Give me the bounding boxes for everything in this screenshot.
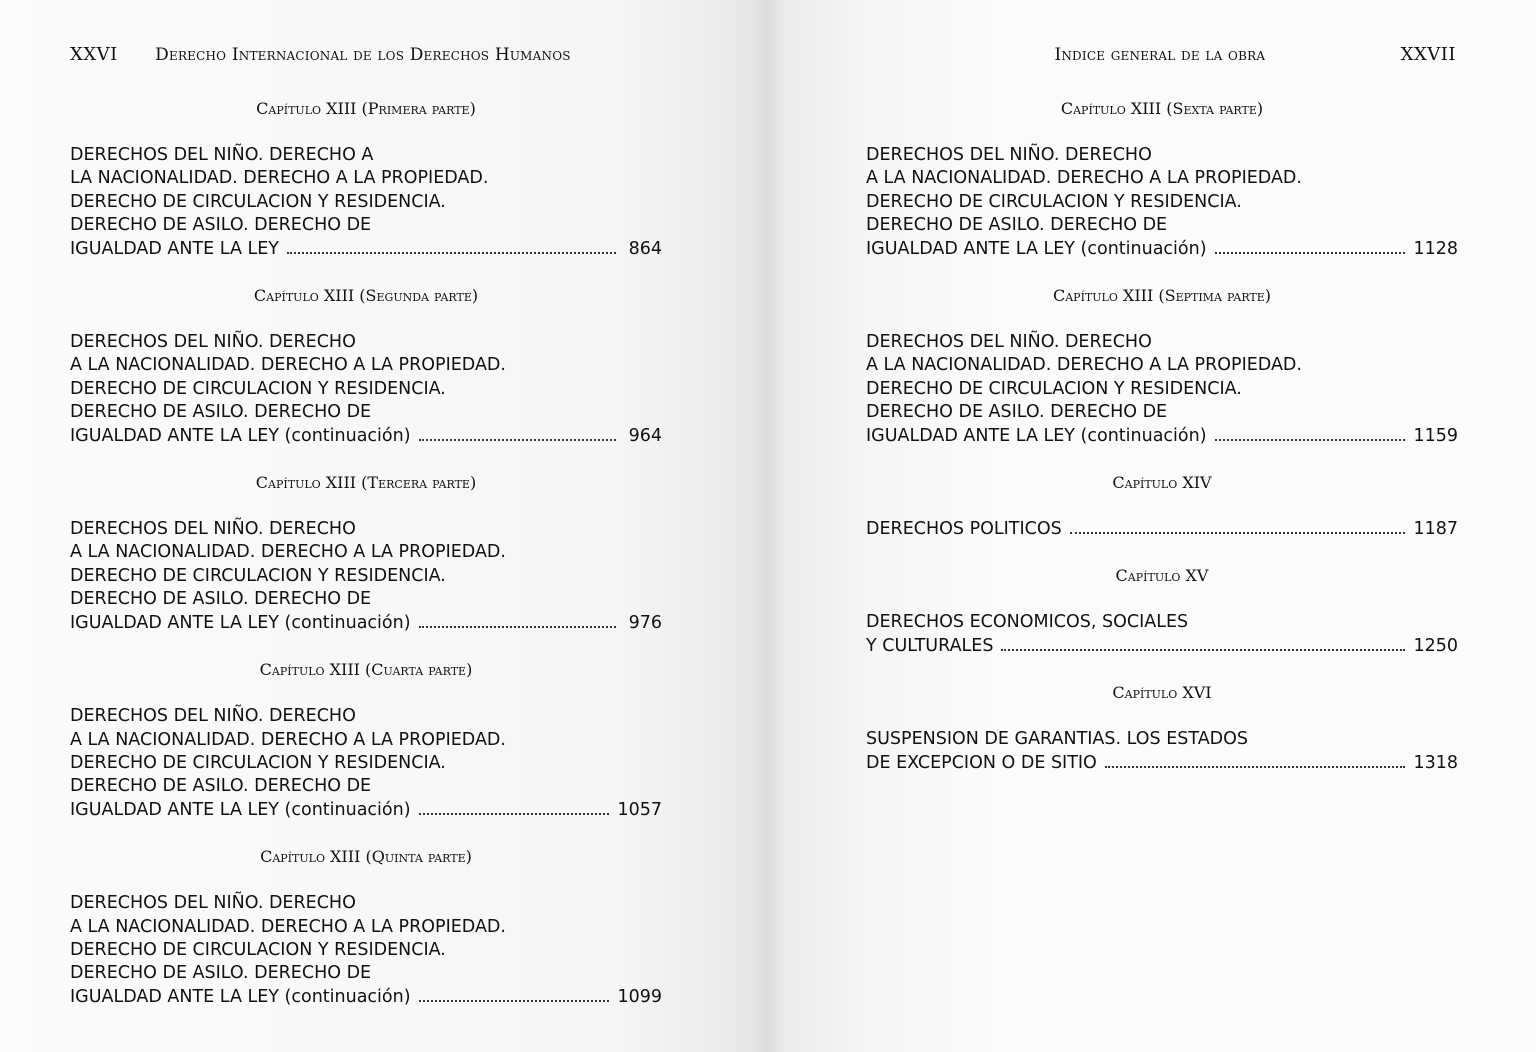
entry-line: DE EXCEPCION O DE SITIO xyxy=(866,752,1097,773)
entry-line: DERECHO DE ASILO. DERECHO DE xyxy=(70,963,372,984)
entry-last-line xyxy=(866,752,1458,775)
entry-title xyxy=(70,892,662,1009)
dot-leader xyxy=(1001,649,1405,651)
entry-line: DERECHO DE ASILO. DERECHO DE xyxy=(866,402,1168,423)
entry-line: A LA NACIONALIDAD. DERECHO A LA PROPIEDAD. xyxy=(70,729,506,750)
entry-line: DERECHO DE CIRCULACION Y RESIDENCIA. xyxy=(866,191,1242,212)
chapter-heading: Capítulo XIII (Primera parte) xyxy=(256,99,476,118)
entry-title xyxy=(70,331,662,448)
entry-line: DERECHOS DEL NIÑO. DERECHO xyxy=(70,706,356,727)
toc-entry xyxy=(70,283,662,448)
left-running-head xyxy=(70,44,571,65)
entry-line: DERECHO DE CIRCULACION Y RESIDENCIA. xyxy=(70,939,446,960)
entry-line: A LA NACIONALIDAD. DERECHO A LA PROPIEDAD. xyxy=(70,355,506,376)
entry-last-line xyxy=(866,635,1458,658)
toc-entry xyxy=(866,563,1458,658)
entry-page-number: 1128 xyxy=(1413,238,1458,259)
right-running-title: Indice general de la obra xyxy=(1054,45,1266,65)
entry-title xyxy=(70,144,662,261)
entry-line: DERECHOS DEL NIÑO. DERECHO xyxy=(70,519,356,540)
right-page-number: XXVII xyxy=(1400,44,1456,65)
entry-line: DERECHOS DEL NIÑO. DERECHO xyxy=(70,332,356,353)
entry-line: IGUALDAD ANTE LA LEY (continuación) xyxy=(866,238,1207,259)
dot-leader xyxy=(419,813,610,815)
entry-page-number: 1250 xyxy=(1413,635,1458,656)
dot-leader xyxy=(1215,439,1406,441)
dot-leader xyxy=(419,626,616,628)
entry-line: IGUALDAD ANTE LA LEY (continuación) xyxy=(70,425,411,446)
chapter-heading: Capítulo XIII (Sexta parte) xyxy=(1060,99,1264,118)
entry-page-number: 1187 xyxy=(1413,519,1458,540)
entry-title xyxy=(70,518,662,635)
entry-line: IGUALDAD ANTE LA LEY (continuación) xyxy=(70,799,411,820)
left-toc xyxy=(70,96,662,1009)
toc-entry xyxy=(70,470,662,635)
chapter-heading: Capítulo XIV xyxy=(1112,473,1212,493)
entry-line: LA NACIONALIDAD. DERECHO A LA PROPIEDAD. xyxy=(70,168,489,189)
chapter-heading: Capítulo XIII (Tercera parte) xyxy=(255,473,477,493)
entry-page-number: 864 xyxy=(628,238,662,259)
entry-line: DERECHOS DEL NIÑO. DERECHO xyxy=(866,145,1152,165)
toc-entry xyxy=(866,680,1458,775)
entry-last-line xyxy=(866,238,1458,261)
left-running-title: Derecho Internacional de los Derechos Humanos xyxy=(155,45,571,65)
entry-line: DERECHO DE CIRCULACION Y RESIDENCIA. xyxy=(70,565,446,586)
right-toc xyxy=(866,96,1458,775)
left-page-number: XXVI xyxy=(70,44,118,65)
toc-entry xyxy=(70,844,662,1009)
entry-page-number: 976 xyxy=(628,612,662,633)
entry-line: IGUALDAD ANTE LA LEY (continuación) xyxy=(866,425,1207,446)
entry-line: DERECHOS DEL NIÑO. DERECHO A xyxy=(70,145,374,165)
entry-page-number: 1318 xyxy=(1413,752,1458,773)
toc-entry xyxy=(866,470,1458,541)
entry-line: A LA NACIONALIDAD. DERECHO A LA PROPIEDAD. xyxy=(866,355,1302,376)
entry-line: IGUALDAD ANTE LA LEY (continuación) xyxy=(70,612,411,633)
dot-leader xyxy=(419,439,616,441)
entry-line: DERECHO DE CIRCULACION Y RESIDENCIA. xyxy=(866,378,1242,399)
chapter-heading: Capítulo XVI xyxy=(1112,683,1212,703)
chapter-heading: Capítulo XIII (Quinta parte) xyxy=(260,847,472,867)
entry-line: IGUALDAD ANTE LA LEY xyxy=(70,238,279,259)
entry-page-number: 1057 xyxy=(617,799,662,820)
entry-last-line xyxy=(70,799,662,822)
entry-title xyxy=(866,331,1458,448)
entry-page-number: 964 xyxy=(628,425,662,446)
entry-line: DERECHO DE ASILO. DERECHO DE xyxy=(866,215,1168,236)
dot-leader xyxy=(1215,252,1406,254)
entry-line: IGUALDAD ANTE LA LEY (continuación) xyxy=(70,986,411,1007)
entry-line: DERECHO DE ASILO. DERECHO DE xyxy=(70,589,372,610)
book-gutter xyxy=(752,0,784,1052)
chapter-heading: Capítulo XIII (Septima parte) xyxy=(1052,286,1272,306)
entry-line: SUSPENSION DE GARANTIAS. LOS ESTADOS xyxy=(866,729,1249,750)
entry-last-line xyxy=(866,518,1458,541)
toc-entry xyxy=(70,657,662,822)
entry-title xyxy=(866,611,1458,658)
chapter-heading: Capítulo XIII (Cuarta parte) xyxy=(259,660,473,680)
entry-line: DERECHO DE ASILO. DERECHO DE xyxy=(70,215,372,236)
entry-page-number: 1099 xyxy=(617,986,662,1007)
toc-entry xyxy=(70,96,662,261)
entry-line: DERECHO DE ASILO. DERECHO DE xyxy=(70,776,372,797)
entry-line: DERECHO DE CIRCULACION Y RESIDENCIA. xyxy=(70,752,446,773)
chapter-heading: Capítulo XIII (Segunda parte) xyxy=(253,286,479,306)
entry-line: DERECHOS ECONOMICOS, SOCIALES xyxy=(866,612,1189,633)
entry-line: Y CULTURALES xyxy=(866,635,994,656)
entry-last-line xyxy=(70,425,662,448)
entry-title xyxy=(866,518,1458,541)
entry-line: A LA NACIONALIDAD. DERECHO A LA PROPIEDAD. xyxy=(70,542,506,563)
entry-line: DERECHO DE CIRCULACION Y RESIDENCIA. xyxy=(70,191,446,212)
entry-line: DERECHOS POLITICOS xyxy=(866,519,1062,540)
entry-title xyxy=(70,705,662,822)
entry-page-number: 1159 xyxy=(1413,425,1458,446)
chapter-heading: Capítulo XV xyxy=(1115,566,1209,586)
entry-title xyxy=(866,728,1458,775)
dot-leader xyxy=(1070,532,1406,534)
entry-last-line xyxy=(70,986,662,1009)
entry-last-line xyxy=(70,612,662,635)
entry-line: DERECHO DE CIRCULACION Y RESIDENCIA. xyxy=(70,378,446,399)
entry-line: A LA NACIONALIDAD. DERECHO A LA PROPIEDAD. xyxy=(70,916,506,937)
dot-leader xyxy=(419,1000,610,1002)
entry-line: A LA NACIONALIDAD. DERECHO A LA PROPIEDAD. xyxy=(866,168,1302,189)
toc-entry xyxy=(866,96,1458,261)
right-running-head xyxy=(1054,44,1456,65)
entry-last-line xyxy=(866,425,1458,448)
entry-title xyxy=(866,144,1458,261)
entry-line: DERECHOS DEL NIÑO. DERECHO xyxy=(866,332,1152,353)
toc-entry xyxy=(866,283,1458,448)
entry-line: DERECHOS DEL NIÑO. DERECHO xyxy=(70,893,356,914)
entry-last-line xyxy=(70,238,662,261)
dot-leader xyxy=(1105,766,1406,768)
dot-leader xyxy=(287,252,616,254)
entry-line: DERECHO DE ASILO. DERECHO DE xyxy=(70,402,372,423)
